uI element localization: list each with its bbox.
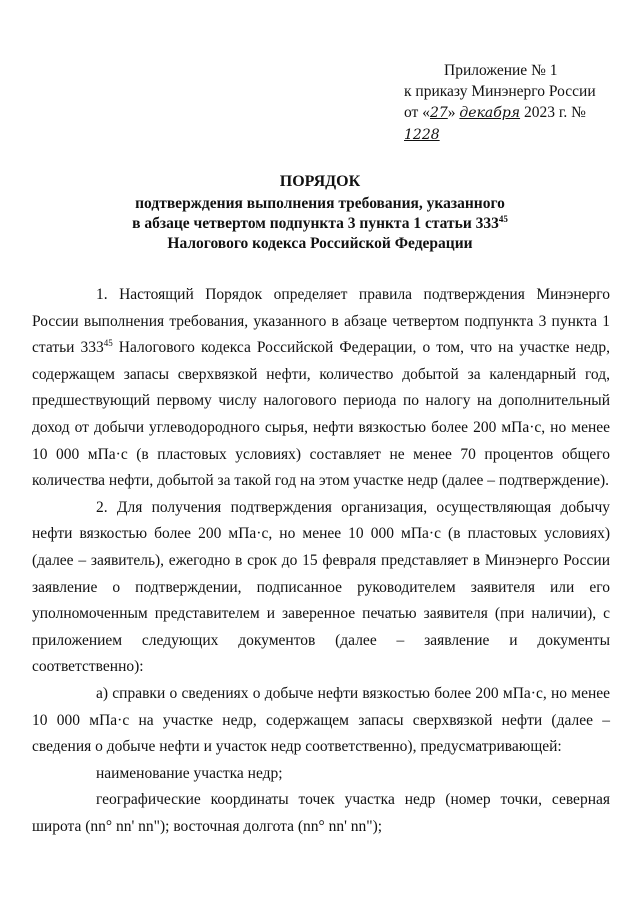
appendix-order-ref: к приказу Минэнерго России [404, 83, 596, 100]
appendix-block [404, 60, 624, 146]
paragraph-4: наименование участка недр; [96, 764, 283, 782]
paragraph-3: а) справки о сведениях о добыче нефти вязкостью более 200 мПа·с, но менее 10 000 мПа·с на участке недр, содержащем запасы сверхвязкой нефти (далее – сведения о добыче нефти и участок недр соответственно), предусматривающей: [32, 684, 610, 756]
date-year: 2023 г. № [520, 104, 586, 121]
date-mid: » [447, 104, 460, 121]
paragraph-2: 2. Для получения подтверждения организация, осуществляющая добычу нефти вязкостью более 200 мПа·с, но менее 10 000 мПа·с (в пластовых условиях) (далее – заявитель), ежегодно в срок до 15 февраля представляет в Минэнерго России заявление о подтверждении, подписанное руководителем заявителя или его уполномоченным представителем и заверенное печатью заявителя (при наличии), с приложением следующих документов (далее – заявление и документы соответственно): [32, 498, 610, 676]
handwritten-day: 27 [429, 105, 448, 121]
title-line-2: в абзаце четвертом подпункта 3 пункта 1 статьи $333^{45}$ [132, 213, 508, 232]
document-title [40, 172, 600, 254]
paragraph-5: географические координаты точек участка недр (номер точки, северная широта (nn° nn' nn"); восточная долгота (nn° nn' nn"); [32, 791, 610, 835]
paragraph-1-superscript: 45 [103, 338, 113, 349]
paragraph-1: 1. Настоящий Порядок определяет правила подтверждения Минэнерго России выполнения требования, указанного в абзаце четвертом подпункта 3 пункта 1 статьи $333^{45}$ Налогового кодекса Российской Федерации, о том, что на участке недр, содержащем запасы сверхвязкой нефти, количество добытой за календарный год, предшествующий первому числу налогового периода по налогу на дополнительный доход от добычи углеводородного сырья, нефти вязкостью более 200 мПа·с, но менее 10 000 мПа·с (в пластовых условиях) составляет не менее 70 процентов общего количества нефти, добытой за такой год на этом участке недр (далее – подтверждение). [32, 286, 610, 490]
title-line-3: Налогового кодекса Российской Федерации [167, 235, 473, 252]
title-superscript: 45 [498, 213, 508, 224]
appendix-title: Приложение № 1 [444, 62, 558, 79]
title-heading: ПОРЯДОК [279, 173, 361, 190]
document-body [32, 282, 610, 840]
title-line-1: подтверждения выполнения требования, указанного [135, 195, 505, 212]
handwritten-number: 1228 [404, 127, 440, 143]
appendix-date-line [404, 102, 624, 146]
handwritten-month: декабря [459, 105, 521, 121]
date-prefix: от « [404, 104, 430, 121]
